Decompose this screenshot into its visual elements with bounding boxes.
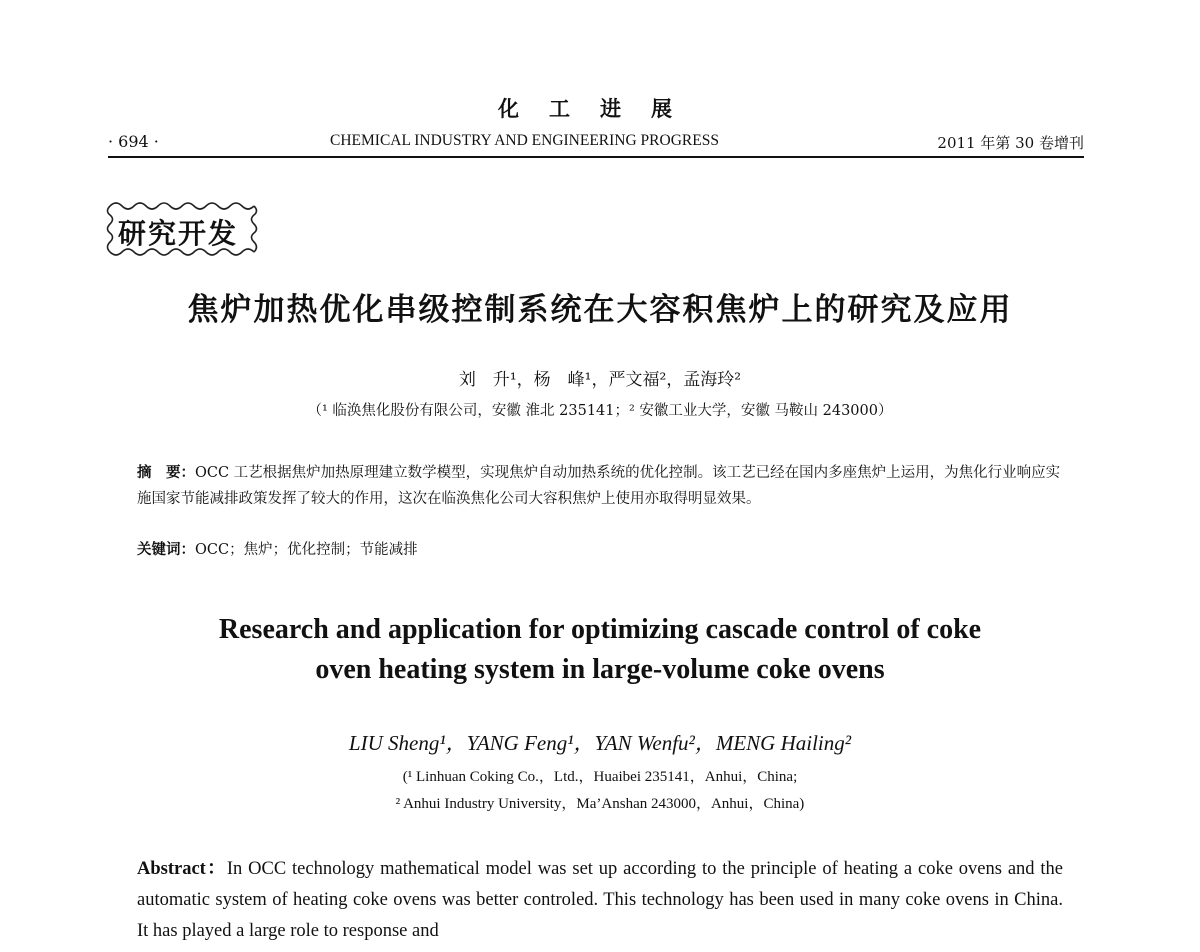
affiliation-en	[0, 764, 1200, 818]
paper-title-en-line2: oven heating system in large-volume coke ovens	[315, 654, 885, 685]
keywords-cn-text: OCC；焦炉；优化控制；节能减排	[195, 542, 418, 558]
affiliation-cn: （¹ 临涣焦化股份有限公司，安徽 淮北 235141；² 安徽工业大学，安徽 马鞍山 243000）	[307, 403, 893, 419]
issue-info: 2011 年第 30 卷增刊	[937, 134, 1084, 152]
paper-title-cn: 焦炉加热优化串级控制系统在大容积焦炉上的研究及应用	[187, 292, 1013, 328]
authors-cn: 刘 升¹，杨 峰¹，严文福²，孟海玲²	[458, 370, 742, 390]
paper-title-en-line1: Research and application for optimizing cascade control of coke	[218, 614, 982, 645]
abstract-en-text: In OCC technology mathematical model was set up according to the principle of heating a coke ovens and the automatic system of heating coke ovens was better controled. This technology has been used in many coke ovens in China. It has played a large role to response and	[137, 859, 1064, 941]
affiliation-en-line2: ² Anhui Industry University，Ma’Anshan 243000，Anhui，China)	[395, 796, 805, 812]
paper-title-en	[0, 610, 1200, 690]
journal-title-cn: 化工进展	[498, 96, 702, 121]
abstract-cn-text: OCC 工艺根据焦炉加热原理建立数学模型，实现焦炉自动加热系统的优化控制。该工艺已经在国内多座焦炉上运用，为焦化行业响应实施国家节能减排政策发挥了较大的作用，这次在临涣焦化公司大容积焦炉上使用亦取得明显效果。	[137, 465, 1061, 507]
page-number: · 694 ·	[108, 132, 159, 151]
authors-en: LIU Sheng¹，YANG Feng¹，YAN Wenfu²，MENG Hailing²	[348, 731, 852, 755]
running-header	[108, 124, 1084, 160]
abstract-en	[137, 854, 1063, 947]
affiliation-en-line1: (¹ Linhuan Coking Co.，Ltd.，Huaibei 235141，Anhui，China;	[402, 769, 798, 785]
section-label: 研究开发	[118, 217, 239, 250]
keywords-cn-label: 关键词：	[137, 541, 195, 558]
abstract-cn-label: 摘 要：	[137, 464, 195, 481]
keywords-cn	[137, 538, 1063, 559]
section-badge	[104, 196, 258, 260]
abstract-cn	[137, 460, 1063, 512]
journal-title-en: CHEMICAL INDUSTRY AND ENGINEERING PROGRESS	[330, 132, 719, 149]
header-rule	[108, 156, 1084, 158]
abstract-en-label: Abstract：	[137, 859, 227, 879]
